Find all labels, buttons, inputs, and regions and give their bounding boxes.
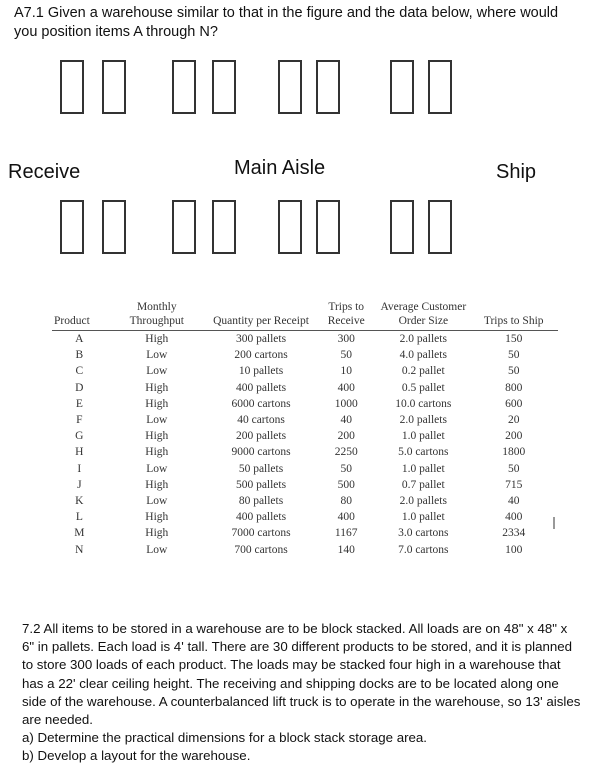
question-72-part-a: a) Determine the practical dimensions for a block stack storage area. xyxy=(22,730,428,746)
table-row xyxy=(52,412,558,428)
header-product: Product xyxy=(52,300,107,331)
cell-order-size: 7.0 cartons xyxy=(398,543,449,556)
question-72-part-b: b) Develop a layout for the warehouse. xyxy=(22,748,251,764)
cell-trips-ship: 150 xyxy=(505,333,523,345)
table-row xyxy=(52,493,558,509)
cell-order-size: 2.0 pallets xyxy=(399,495,447,508)
cell-trips-ship: 800 xyxy=(505,381,523,394)
table-row xyxy=(52,525,558,541)
cell-trips-ship: 40 xyxy=(507,495,520,508)
question-a71 xyxy=(14,4,574,42)
cell-product: K xyxy=(75,495,84,508)
cell-quantity: 300 pallets xyxy=(235,333,287,345)
question-a71-text: A7.1 Given a warehouse similar to that in the figure and the data below, where would you position items A through N? xyxy=(14,5,559,40)
cell-throughput: Low xyxy=(146,462,168,475)
cell-quantity: 400 pallets xyxy=(235,381,287,394)
table-row xyxy=(52,461,558,477)
cell-trips-receive: 1167 xyxy=(334,527,358,540)
rack-row-top xyxy=(60,60,480,118)
storage-rack xyxy=(172,60,196,114)
cell-trips-receive: 50 xyxy=(340,349,352,362)
cell-throughput: High xyxy=(145,381,169,394)
question-72-body: 7.2 All items to be stored in a warehouse are to be block stacked. All loads are on 48" x 48" x 6" in pallets. Each load is 4' tall. There are 30 different products to be stored, and it is planned to store 300 loads of each product. The loads may be stacked four high in a warehouse that has a 22' clear ceiling height. The receiving and shipping docks are to be located along one side of the warehouse. A counterbalanced lift truck is to operate in the warehouse, so 13' aisles are needed. xyxy=(22,621,581,728)
cell-trips-receive: 1000 xyxy=(334,397,358,410)
cell-product: M xyxy=(74,527,85,540)
cell-trips-receive: 400 xyxy=(337,381,355,394)
storage-rack xyxy=(390,200,414,254)
cell-order-size: 1.0 pallet xyxy=(401,462,445,475)
cell-trips-receive: 10 xyxy=(340,365,352,378)
cell-throughput: High xyxy=(145,397,169,410)
cell-trips-ship: 20 xyxy=(507,414,520,427)
storage-rack xyxy=(102,60,126,114)
cell-trips-ship: 715 xyxy=(505,478,523,491)
cell-quantity: 6000 cartons xyxy=(231,397,291,410)
table-row xyxy=(52,444,558,460)
cell-product: L xyxy=(75,511,83,524)
cell-quantity: 40 cartons xyxy=(237,414,285,427)
cell-product: J xyxy=(77,478,82,491)
cell-trips-receive: 140 xyxy=(337,543,355,556)
cell-trips-ship: 400 xyxy=(505,511,523,524)
cell-product: C xyxy=(75,365,84,378)
cell-trips-receive: 40 xyxy=(340,414,352,427)
cell-throughput: High xyxy=(145,333,169,345)
storage-rack xyxy=(60,60,84,114)
storage-rack xyxy=(428,60,452,114)
cell-throughput: Low xyxy=(146,365,168,378)
cell-trips-ship: 50 xyxy=(507,462,520,475)
cell-throughput: High xyxy=(145,527,169,540)
main-aisle-label: Main Aisle xyxy=(234,157,326,179)
storage-rack xyxy=(212,200,236,254)
receive-label: Receive xyxy=(8,161,81,183)
storage-rack xyxy=(172,200,196,254)
table-row xyxy=(52,331,558,348)
cell-quantity: 400 pallets xyxy=(235,511,287,524)
cell-product: E xyxy=(75,397,83,410)
question-72 xyxy=(22,620,582,766)
cell-order-size: 5.0 cartons xyxy=(398,446,449,459)
cell-trips-receive: 80 xyxy=(340,495,352,508)
cell-trips-receive: 300 xyxy=(337,333,355,345)
scrollbar-tick xyxy=(553,517,555,529)
table-row xyxy=(52,347,558,363)
storage-rack xyxy=(428,200,452,254)
cell-order-size: 1.0 pallet xyxy=(401,511,445,524)
cell-order-size: 1.0 pallet xyxy=(401,430,445,443)
cell-order-size: 2.0 pallets xyxy=(399,333,447,345)
cell-product: N xyxy=(75,543,84,556)
cell-product: A xyxy=(75,333,84,345)
cell-order-size: 10.0 cartons xyxy=(395,397,452,410)
cell-trips-receive: 200 xyxy=(337,430,355,443)
cell-order-size: 0.5 pallet xyxy=(401,381,445,394)
cell-order-size: 3.0 cartons xyxy=(398,527,449,540)
header-trips-to-receive: Trips to Receive xyxy=(315,300,377,331)
cell-trips-ship: 50 xyxy=(507,349,520,362)
cell-throughput: Low xyxy=(146,349,168,362)
cell-trips-receive: 400 xyxy=(337,511,355,524)
cell-order-size: 4.0 pallets xyxy=(399,349,447,362)
cell-quantity: 9000 cartons xyxy=(231,446,291,459)
cell-quantity: 700 cartons xyxy=(234,543,288,556)
cell-product: F xyxy=(76,414,83,427)
storage-rack xyxy=(212,60,236,114)
cell-quantity: 80 pallets xyxy=(238,495,284,508)
table-row xyxy=(52,396,558,412)
cell-order-size: 0.7 pallet xyxy=(401,478,445,491)
product-data-table xyxy=(52,300,558,558)
cell-quantity: 50 pallets xyxy=(238,462,284,475)
header-average-order-size: Average Customer Order Size xyxy=(377,300,469,331)
cell-throughput: High xyxy=(145,430,169,443)
cell-trips-ship: 200 xyxy=(505,430,523,443)
cell-product: B xyxy=(75,349,84,362)
cell-throughput: Low xyxy=(146,543,168,556)
table-row xyxy=(52,380,558,396)
header-quantity-per-receipt: Quantity per Receipt xyxy=(207,300,315,331)
cell-trips-ship: 50 xyxy=(507,365,520,378)
cell-throughput: High xyxy=(145,446,169,459)
cell-order-size: 2.0 pallets xyxy=(399,414,447,427)
storage-rack xyxy=(390,60,414,114)
cell-product: I xyxy=(77,462,82,475)
table-row xyxy=(52,542,558,558)
cell-trips-receive: 500 xyxy=(337,478,355,491)
header-trips-to-ship: Trips to Ship xyxy=(469,300,558,331)
ship-label: Ship xyxy=(496,161,537,183)
cell-quantity: 7000 cartons xyxy=(231,527,291,540)
cell-trips-receive: 2250 xyxy=(334,446,358,459)
cell-trips-ship: 600 xyxy=(505,397,523,410)
cell-throughput: High xyxy=(145,478,169,491)
cell-trips-ship: 2334 xyxy=(502,527,526,540)
cell-product: D xyxy=(75,381,84,394)
table-row xyxy=(52,428,558,444)
cell-order-size: 0.2 pallet xyxy=(401,365,445,378)
cell-quantity: 200 pallets xyxy=(235,430,287,443)
cell-quantity: 10 pallets xyxy=(238,365,284,378)
cell-trips-ship: 1800 xyxy=(502,446,526,459)
storage-rack xyxy=(60,200,84,254)
table-row xyxy=(52,477,558,493)
cell-throughput: Low xyxy=(146,414,168,427)
table-row xyxy=(52,363,558,379)
header-monthly-throughput: Monthly Throughput xyxy=(107,300,207,331)
table-header-row xyxy=(52,300,558,331)
cell-trips-ship: 100 xyxy=(505,543,523,556)
cell-quantity: 200 cartons xyxy=(234,349,288,362)
cell-throughput: Low xyxy=(146,495,168,508)
storage-rack xyxy=(316,200,340,254)
cell-trips-receive: 50 xyxy=(340,462,352,475)
storage-rack xyxy=(102,200,126,254)
rack-row-bottom xyxy=(60,200,480,258)
cell-product: G xyxy=(75,430,84,443)
table-row xyxy=(52,509,558,525)
storage-rack xyxy=(278,60,302,114)
cell-product: H xyxy=(75,446,84,459)
storage-rack xyxy=(316,60,340,114)
storage-rack xyxy=(278,200,302,254)
cell-quantity: 500 pallets xyxy=(235,478,287,491)
cell-throughput: High xyxy=(145,511,169,524)
